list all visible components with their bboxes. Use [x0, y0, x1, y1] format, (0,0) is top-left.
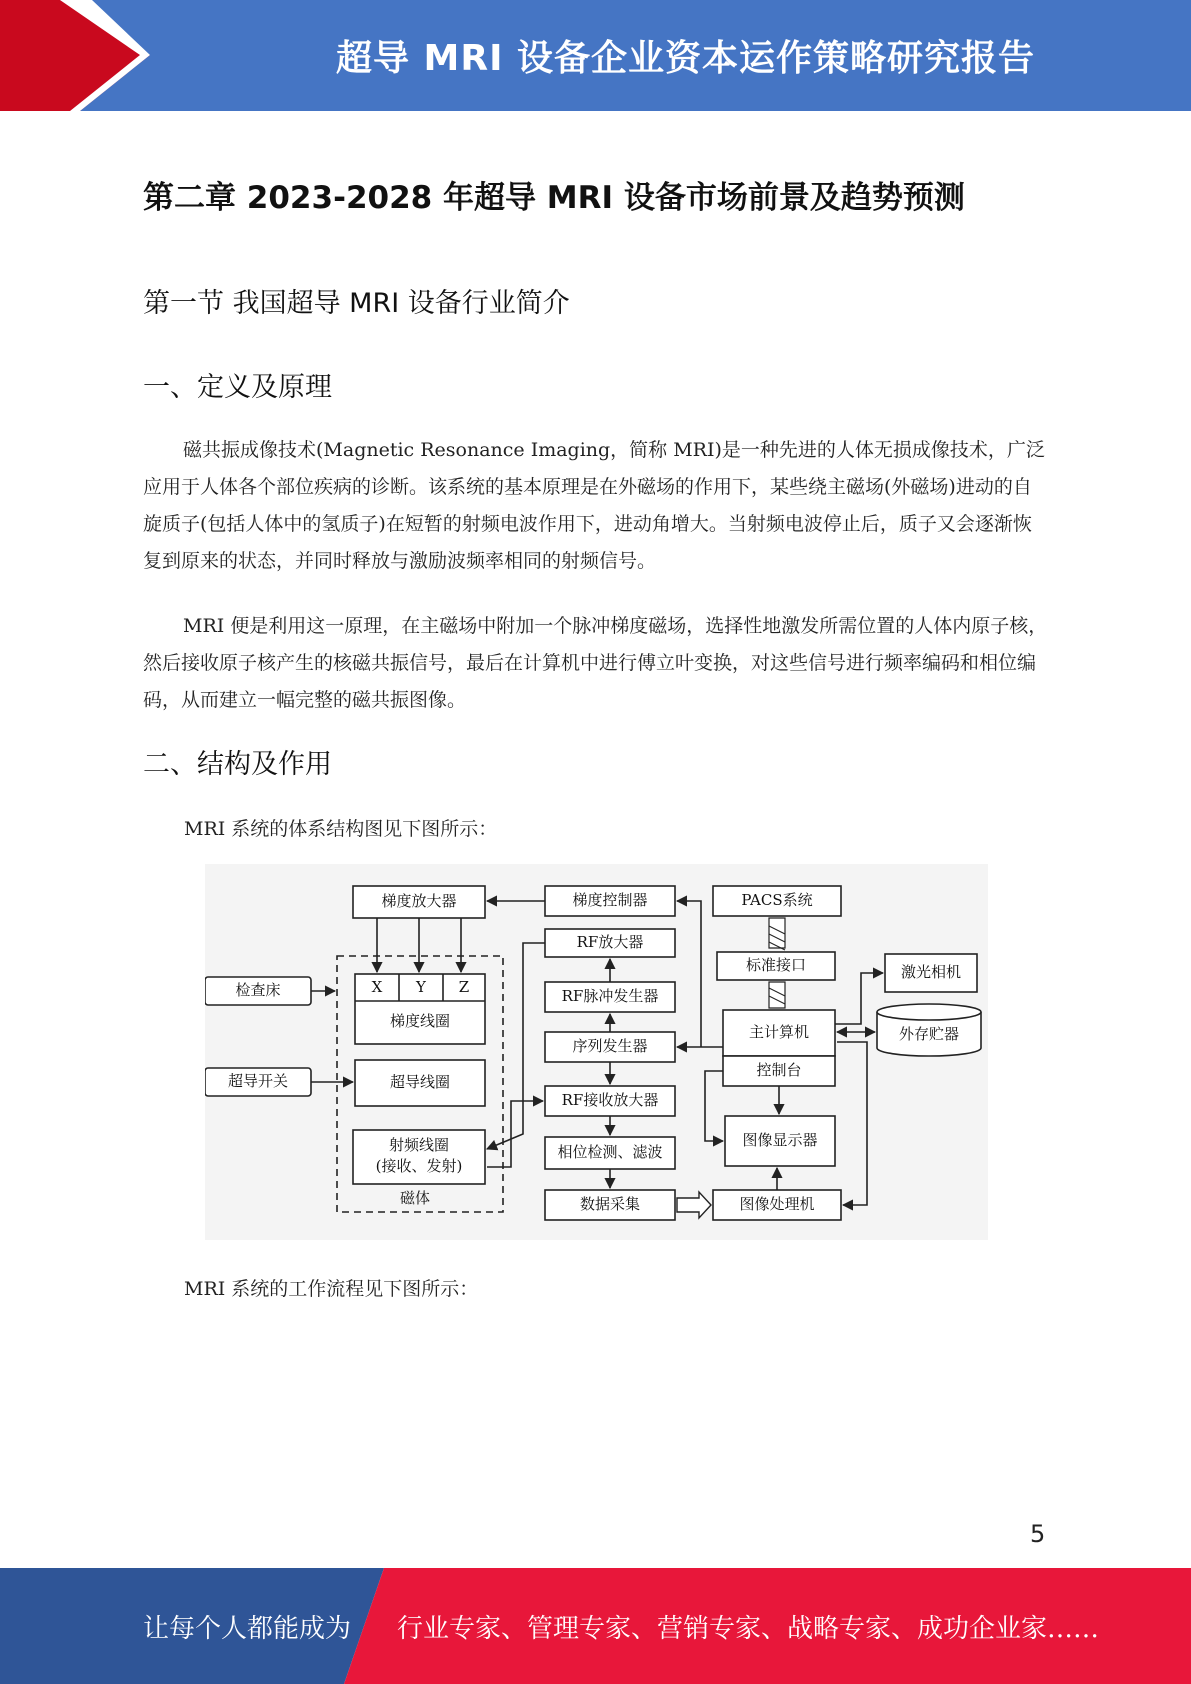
label-sc-coil: 超导线圈 [389, 1073, 451, 1091]
footer-slogan-right: 行业专家、管理专家、营销专家、战略专家、成功企业家…… [397, 1613, 1100, 1644]
label-sc-switch: 超导开关 [227, 1072, 289, 1090]
subsection-definition: 一、定义及原理 [143, 372, 332, 403]
label-pacs: PACS系统 [741, 891, 813, 909]
label-axis-y: Y [416, 978, 426, 996]
subsection-structure: 二、结构及作用 [143, 749, 332, 780]
label-image-display: 图像显示器 [742, 1131, 818, 1149]
report-title: 超导 MRI 设备企业资本运作策略研究报告 [335, 38, 1035, 79]
label-phase-detect: 相位检测、滤波 [557, 1143, 663, 1161]
diagram-canvas [205, 864, 988, 1240]
label-axis-x: X [371, 978, 383, 996]
pacs-link-arrow [769, 918, 785, 950]
caption-architecture: MRI 系统的体系结构图见下图所示： [184, 818, 498, 840]
report-header [0, 0, 1191, 111]
label-exam-bed: 检查床 [235, 981, 281, 999]
label-data-acq: 数据采集 [579, 1195, 641, 1213]
section-title: 第一节 我国超导 MRI 设备行业简介 [143, 288, 570, 319]
label-gradient-ctrl: 梯度控制器 [572, 891, 648, 909]
label-rf-coil: 射频线圈 [388, 1136, 450, 1154]
chapter-title: 第二章 2023-2028 年超导 MRI 设备市场前景及趋势预测 [143, 180, 965, 216]
label-laser-camera: 激光相机 [900, 963, 962, 981]
label-magnet: 磁体 [399, 1189, 431, 1207]
label-std-interface: 标准接口 [745, 956, 807, 974]
label-host-computer: 主计算机 [748, 1023, 810, 1041]
mri-architecture-diagram [205, 864, 988, 1240]
paragraph-principle: MRI 便是利用这一原理，在主磁场中附加一个脉冲梯度磁场，选择性地激发所需位置的人体内原子核，然后接收原子核产生的核磁共振信号，最后在计算机中进行傅立叶变换，对这些信号进行频率编码和相位编码，从而建立一幅完整的磁共振图像。 [143, 615, 1048, 711]
interface-link-arrow [769, 982, 785, 1008]
footer-slogan-left: 让每个人都能成为 [143, 1613, 352, 1644]
page-footer [0, 1568, 1191, 1684]
page-number: 5 [1030, 1520, 1046, 1548]
paragraph-definition: 磁共振成像技术(Magnetic Resonance Imaging，简称 MRI)是一种先进的人体无损成像技术，广泛应用于人体各个部位疾病的诊断。该系统的基本原理是在外磁场的作用下，某些绕主磁场(外磁场)进动的自旋质子(包括人体中的氢质子)在短暂的射频电波作用下，进动角增大。当射频电波停止后，质子又会逐渐恢复到原来的状态，并同时释放与激励波频率相同的射频信号。 [143, 439, 1045, 572]
label-console: 控制台 [756, 1061, 802, 1079]
label-external-storage: 外存贮器 [898, 1025, 960, 1043]
label-rf-receiver-amp: RF接收放大器 [561, 1091, 659, 1109]
label-sequence-gen: 序列发生器 [572, 1037, 648, 1055]
label-rf-pulse-gen: RF脉冲发生器 [561, 987, 659, 1005]
label-rf-amp: RF放大器 [576, 933, 644, 951]
label-rf-coil-sub: (接收、发射) [375, 1157, 463, 1175]
header-chevron-decoration [0, 0, 160, 111]
label-image-proc: 图像处理机 [739, 1195, 815, 1213]
caption-workflow: MRI 系统的工作流程见下图所示： [184, 1278, 479, 1300]
label-gradient-amp: 梯度放大器 [381, 892, 457, 910]
label-axis-z: Z [458, 978, 470, 996]
label-gradient-coil: 梯度线圈 [389, 1012, 451, 1030]
